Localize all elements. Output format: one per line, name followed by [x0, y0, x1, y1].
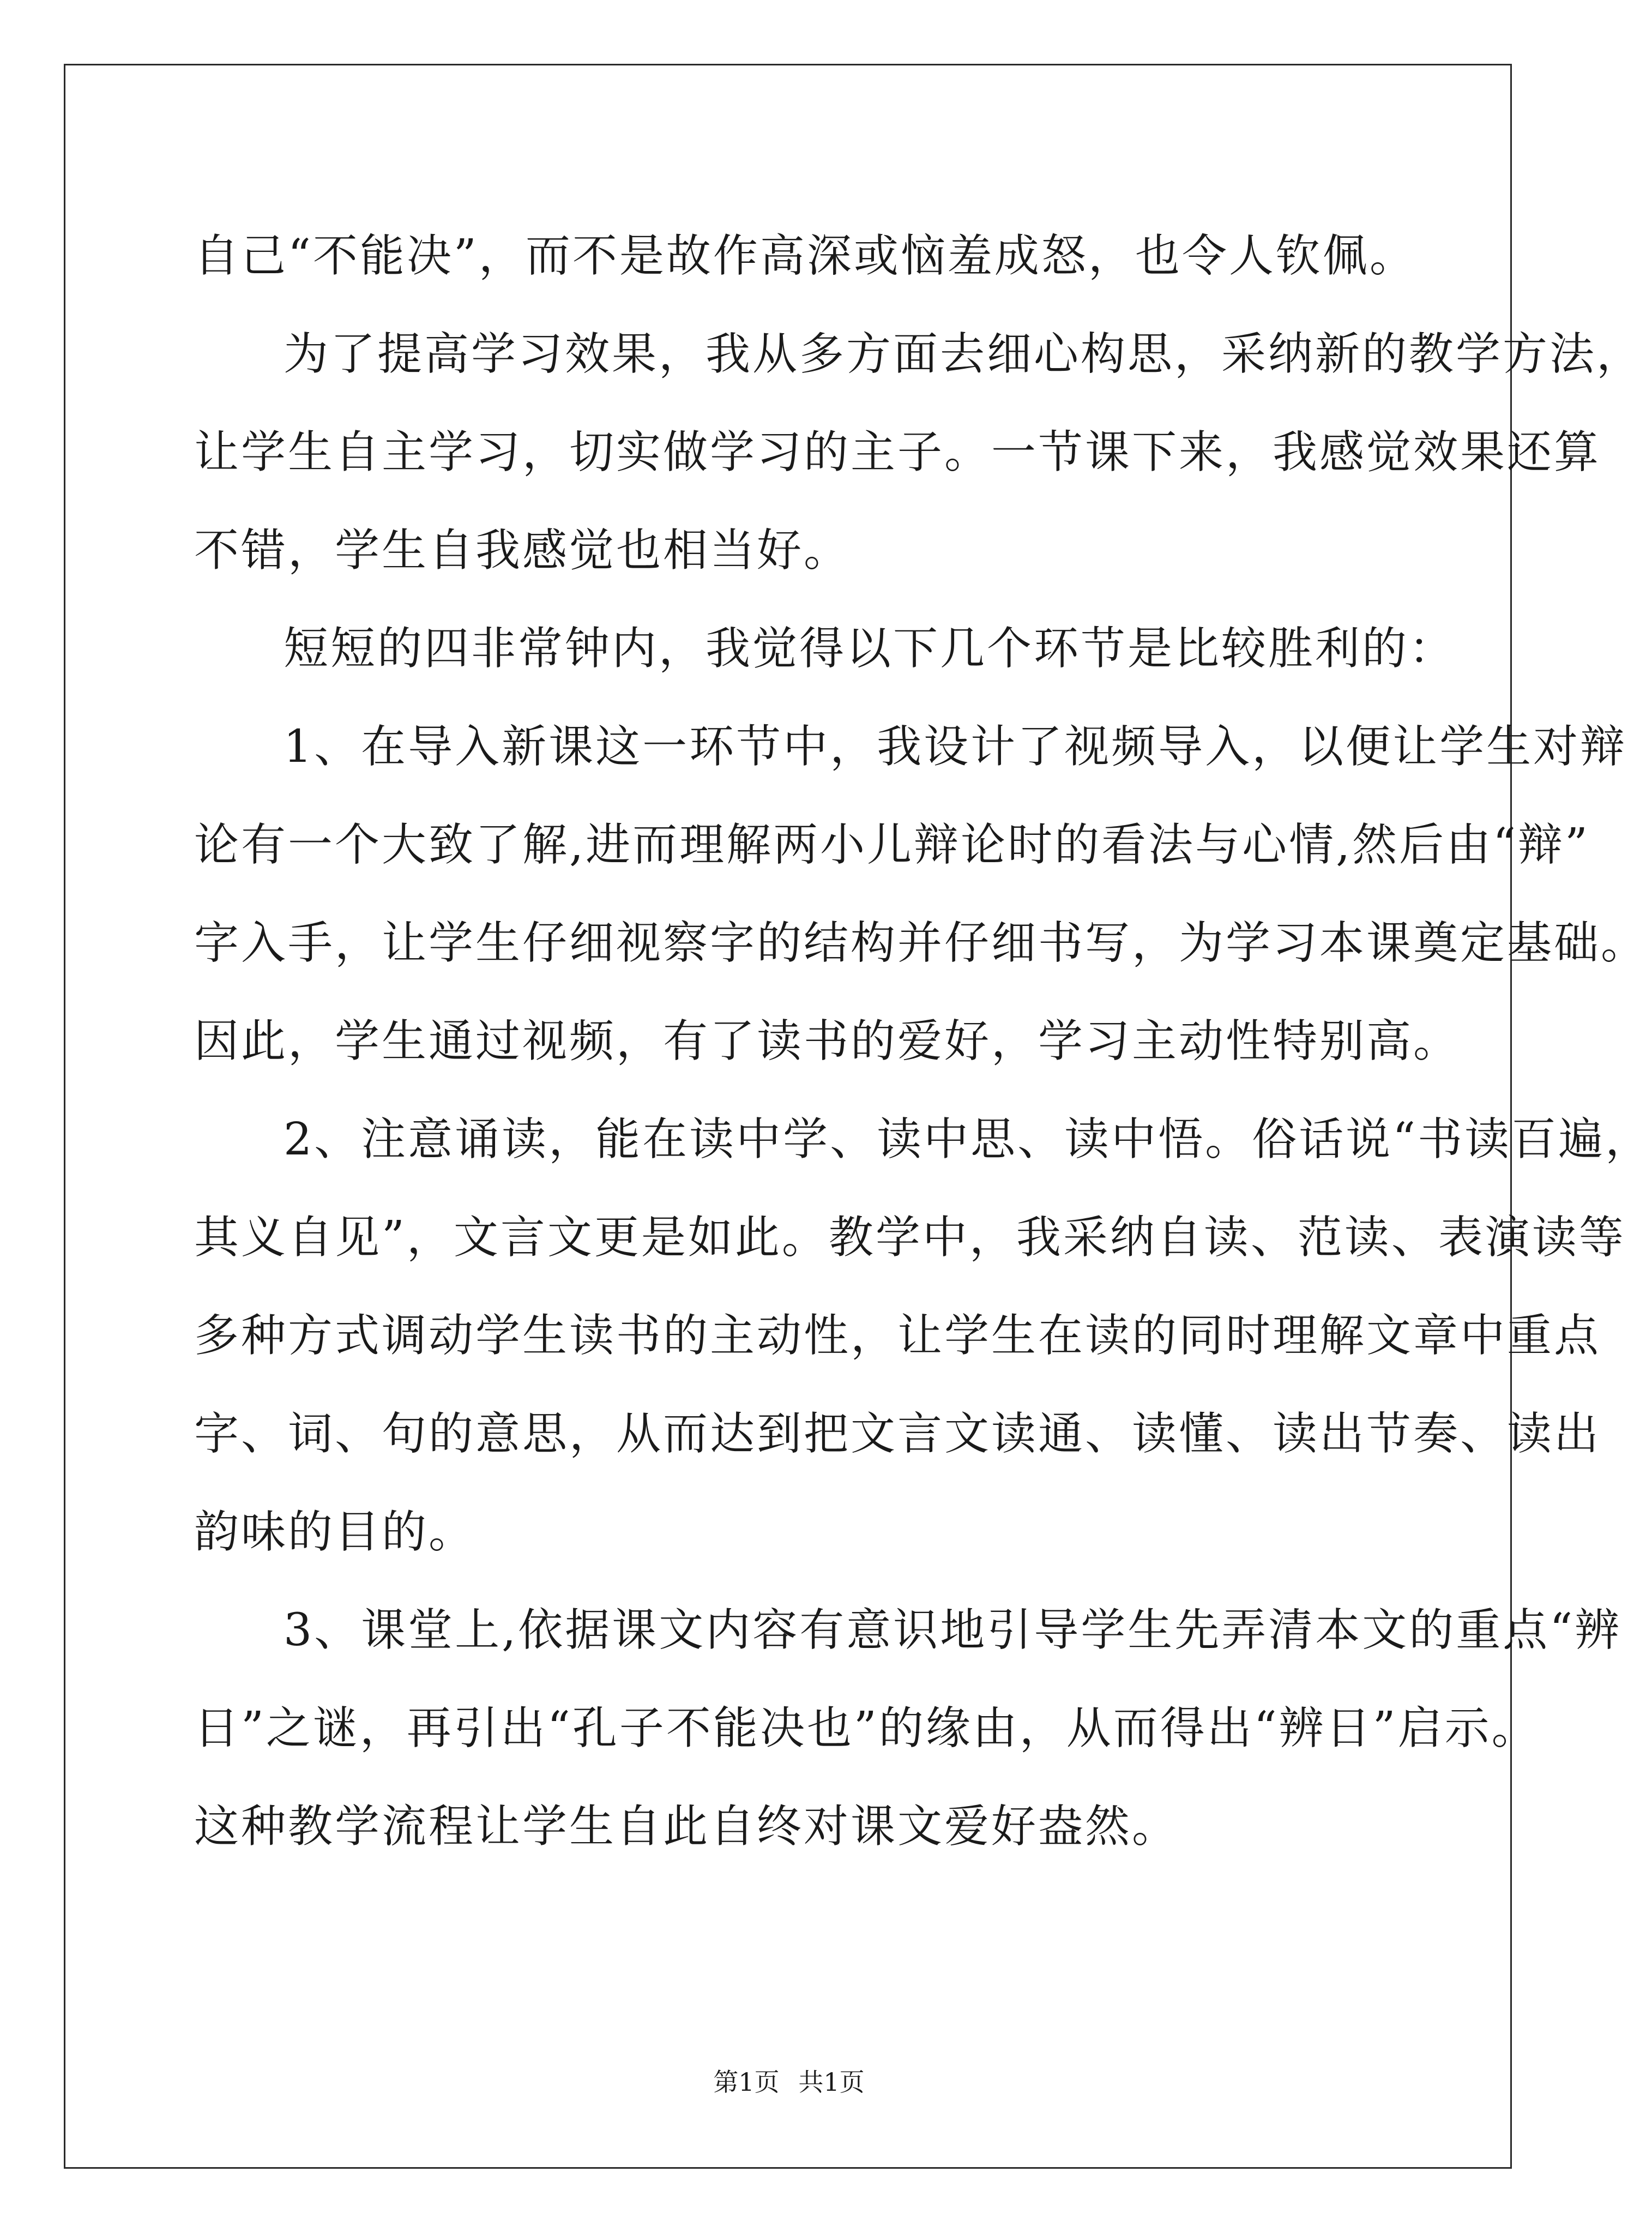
text-line: 日”之谜，再引出“孔子不能决也”的缘由，从而得出“辨日”启示。 — [194, 1702, 1539, 1754]
text-line: 1、在导入新课这一环节中，我设计了视频导入，以便让学生对辩 — [284, 721, 1627, 773]
text-line: 因此，学生通过视频，有了读书的爱好，学习主动性特别高。 — [194, 1015, 1461, 1067]
current-page-number: 第1页 — [713, 2067, 780, 2097]
text-line: 韵味的目的。 — [194, 1506, 476, 1558]
text-line: 2、注意诵读，能在读中学、读中思、读中悟。俗话说“书读百遍， — [284, 1114, 1652, 1165]
text-line: 字入手，让学生仔细视察字的结构并仔细书写，为学习本课奠定基础。 — [194, 917, 1648, 969]
text-line: 这种教学流程让学生自此自终对课文爱好盎然。 — [194, 1801, 1179, 1852]
total-page-count: 共1页 — [798, 2067, 865, 2097]
text-line: 3、课堂上,依据课文内容有意识地引导学生先弄清本文的重点“辨 — [284, 1604, 1622, 1656]
page-footer — [0, 2066, 1578, 2098]
text-line: 让学生自主学习，切实做学习的主子。一节课下来，我感觉效果还算 — [194, 426, 1601, 478]
document-body — [194, 207, 1652, 1876]
text-line: 自己“不能决”，而不是故作高深或恼羞成怒，也令人钦佩。 — [194, 230, 1416, 282]
text-line: 多种方式调动学生读书的主动性，让学生在读的同时理解文章中重点 — [194, 1310, 1601, 1362]
text-line: 为了提高学习效果，我从多方面去细心构思，采纳新的教学方法， — [284, 328, 1644, 380]
text-line: 其义自见”，文言文更是如此。教学中，我采纳自读、范读、表演读等 — [194, 1212, 1626, 1264]
text-line: 短短的四非常钟内，我觉得以下几个环节是比较胜利的： — [284, 623, 1456, 675]
text-line: 字、词、句的意思，从而达到把文言文读通、读懂、读出节奏、读出 — [194, 1408, 1601, 1460]
text-line: 不错，学生自我感觉也相当好。 — [194, 525, 851, 576]
text-line: 论有一个大致了解,进而理解两小儿辩论时的看法与心情,然后由“辩” — [194, 819, 1590, 871]
